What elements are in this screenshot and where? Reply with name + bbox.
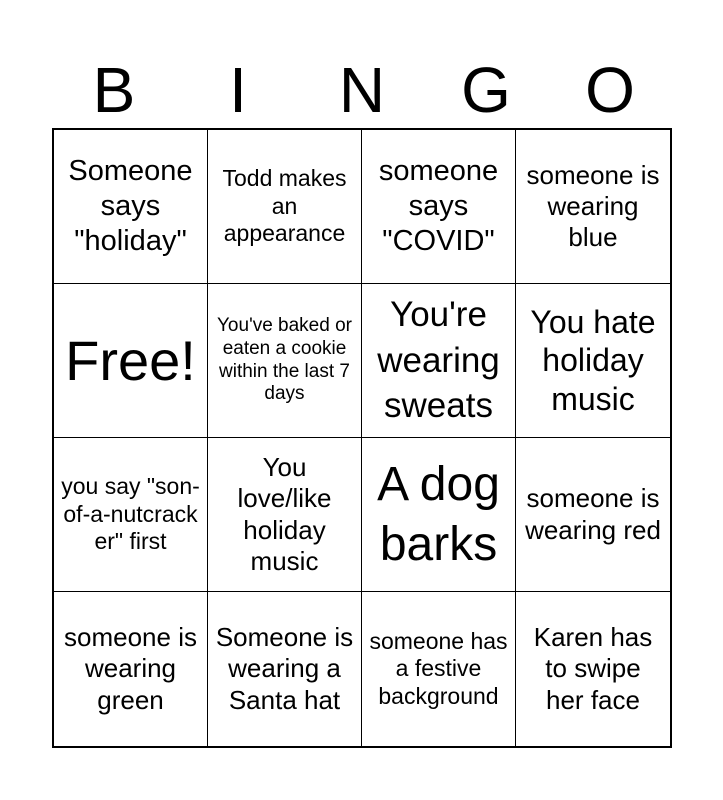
header-letter-i: I	[229, 54, 247, 126]
free-space-label: Free!	[65, 328, 196, 392]
cell-label: A dog barks	[377, 457, 500, 571]
bingo-cell[interactable]	[208, 438, 362, 592]
cell-label: someone is wearing red	[525, 483, 661, 545]
free-space-cell[interactable]	[54, 284, 208, 438]
cell-label: someone is wearing blue	[526, 159, 660, 253]
bingo-cell[interactable]	[362, 130, 516, 284]
bingo-header	[52, 52, 672, 128]
cell-label: You've baked or eaten a cookie within the last 7 days	[217, 314, 352, 405]
bingo-cell[interactable]	[516, 130, 670, 284]
cell-label: someone says "COVID"	[378, 155, 499, 257]
cell-label: Someone says "holiday"	[68, 155, 193, 257]
bingo-cell[interactable]	[208, 130, 362, 284]
bingo-cell[interactable]	[516, 438, 670, 592]
bingo-cell[interactable]	[54, 438, 208, 592]
header-letter-g: G	[461, 54, 511, 126]
cell-label: You're wearing sweats	[377, 295, 500, 426]
bingo-card	[52, 128, 672, 748]
cell-label: Todd makes an appearance	[222, 165, 347, 247]
bingo-cell[interactable]	[362, 592, 516, 746]
cell-label: You hate holiday music	[530, 303, 656, 417]
cell-label: Karen has to swipe her face	[533, 622, 653, 715]
bingo-cell[interactable]	[516, 592, 670, 746]
cell-label: You love/like holiday music	[237, 452, 332, 576]
cell-label: someone has a festive background	[369, 627, 508, 709]
cell-label: Someone is wearing a Santa hat	[215, 622, 354, 715]
bingo-cell[interactable]	[362, 438, 516, 592]
bingo-cell[interactable]	[54, 130, 208, 284]
bingo-cell[interactable]	[208, 592, 362, 746]
header-letter-n: N	[338, 54, 386, 126]
bingo-cell[interactable]	[54, 592, 208, 746]
bingo-cell[interactable]	[208, 284, 362, 438]
bingo-cell[interactable]	[362, 284, 516, 438]
cell-label: someone is wearing green	[64, 622, 197, 715]
cell-label: you say "son-of-a-nutcracker" first	[61, 473, 200, 555]
header-letter-o: O	[585, 54, 635, 126]
header-letter-b: B	[92, 54, 136, 126]
bingo-cell[interactable]	[516, 284, 670, 438]
